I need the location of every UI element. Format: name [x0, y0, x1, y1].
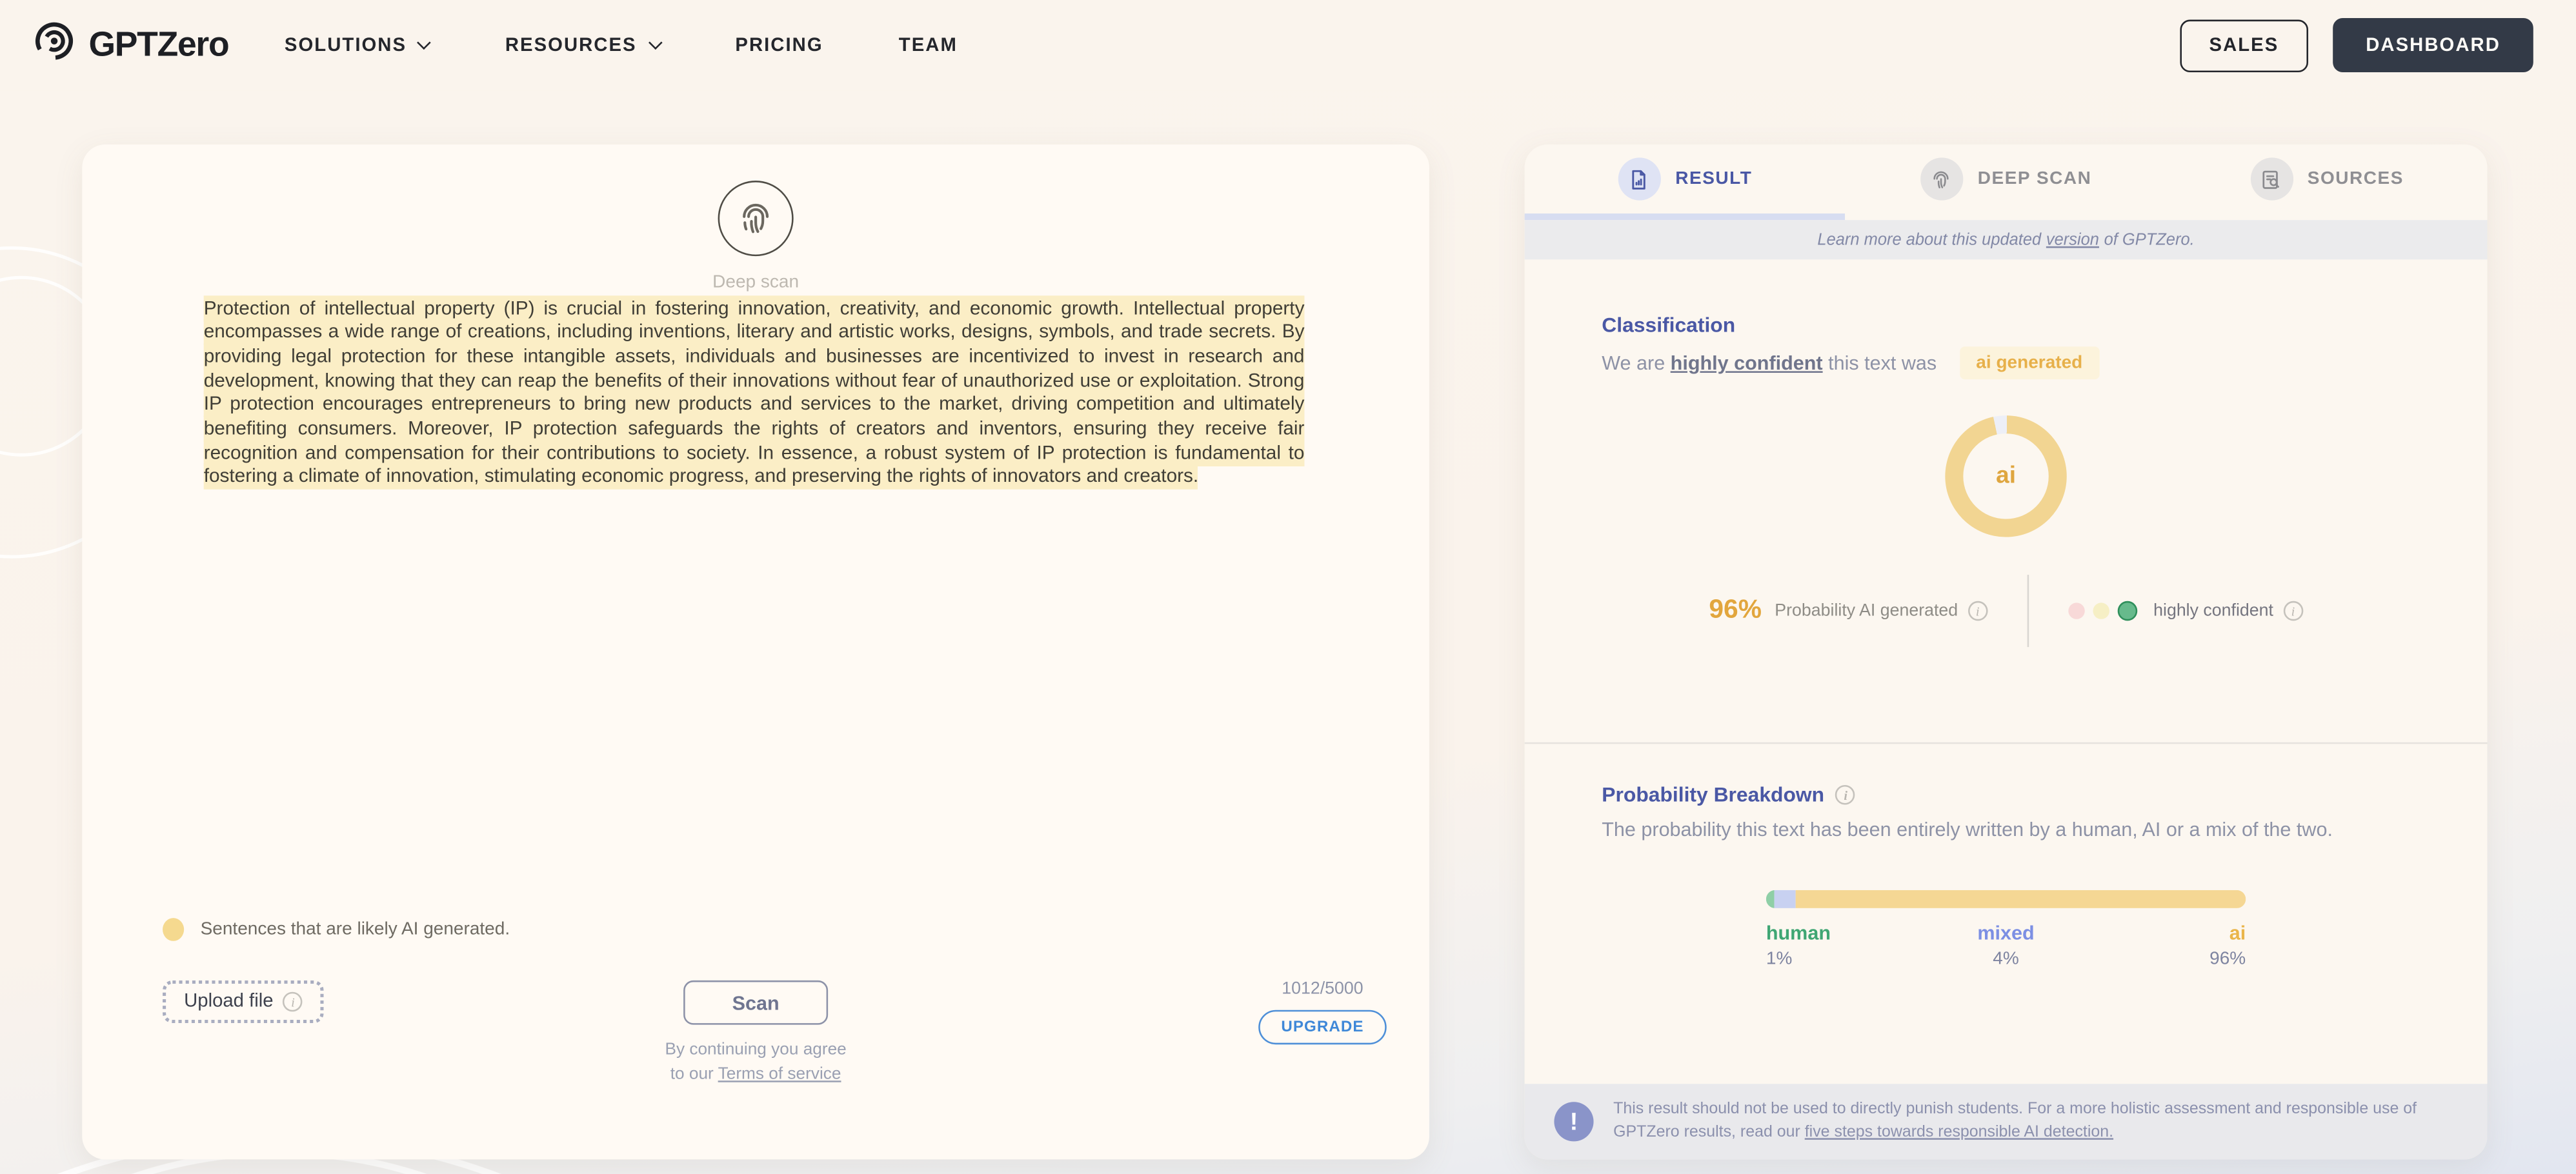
nav-links — [285, 35, 958, 55]
tab-result[interactable]: RESULT — [1525, 144, 1846, 214]
info-icon[interactable] — [2283, 601, 2303, 621]
alert-icon — [1554, 1102, 1593, 1141]
responsible-use-disclaimer — [1525, 1084, 2488, 1159]
fingerprint-icon — [718, 181, 794, 256]
classification-heading: Classification — [1602, 313, 1736, 337]
confidence-label: highly confident — [2153, 601, 2273, 621]
version-link[interactable]: version — [2046, 230, 2099, 249]
upgrade-button[interactable]: UPGRADE — [1258, 1010, 1387, 1044]
divider — [2027, 575, 2029, 647]
fingerprint-icon — [1920, 157, 1963, 200]
nav-item-resources[interactable]: RESOURCES — [505, 35, 659, 55]
nav-item-team[interactable]: TEAM — [898, 35, 958, 55]
result-document-chart-icon — [1618, 157, 1660, 200]
quota-area — [1216, 979, 1429, 1044]
deep-scan-mode-label: Deep scan — [712, 272, 800, 293]
responsible-ai-detection-link[interactable]: five steps towards responsible AI detection. — [1804, 1123, 2114, 1142]
ai-generated-badge: ai generated — [1960, 346, 2099, 379]
terms-of-service-link[interactable]: Terms of service — [718, 1066, 841, 1084]
gauge-label: ai — [1996, 463, 2016, 490]
disclaimer-text: This result should not be used to directly punish students. For a more holistic assessment and responsible use of GPTZero results, read our five steps towards responsible AI detection. — [1613, 1100, 2417, 1142]
tab-deep-scan[interactable]: DEEP SCAN — [1846, 144, 2166, 214]
bar-segment-ai — [1796, 890, 2246, 908]
breakdown-description: The probability this text has been entirely written by a human, AI or a mix of the two. — [1602, 817, 2333, 841]
confidence-dot-low — [2068, 602, 2084, 619]
legend-label: Sentences that are likely AI generated. — [200, 919, 510, 940]
bar-segment-mixed — [1775, 890, 1796, 908]
character-counter: 1012/5000 — [1282, 979, 1363, 999]
active-tab-indicator — [1525, 214, 1846, 220]
nav-item-solutions[interactable]: SOLUTIONS — [285, 35, 430, 55]
ai-column: ai 96% — [2209, 921, 2246, 970]
top-navigation — [0, 0, 2576, 90]
gptzero-logo[interactable] — [33, 20, 228, 71]
results-panel — [1525, 144, 2488, 1159]
ai-highlight-dot-icon — [163, 918, 184, 941]
chevron-down-icon — [418, 35, 432, 50]
info-icon[interactable] — [1967, 601, 1987, 621]
ai-probability-gauge — [1945, 415, 2066, 537]
nav-item-pricing[interactable]: PRICING — [735, 35, 823, 55]
probability-breakdown-section — [1525, 744, 2488, 969]
probability-value: 96% — [1709, 596, 1762, 624]
probability-label: Probability AI generated — [1775, 601, 1958, 621]
chevron-down-icon — [648, 35, 662, 50]
upload-file-label: Upload file — [184, 991, 274, 1012]
sales-button[interactable]: SALES — [2180, 19, 2308, 71]
scan-button[interactable]: Scan — [683, 980, 828, 1025]
classification-statement: We are highly confident this text was ai generated — [1602, 346, 2410, 379]
probability-stats-row — [1602, 575, 2410, 647]
brand-name: GPTZero — [88, 25, 229, 64]
highlight-legend — [163, 918, 510, 941]
human-column: human 1% — [1766, 921, 1831, 970]
confidence-dot-high-active — [2117, 601, 2137, 621]
nav-actions — [2180, 0, 2533, 90]
breakdown-heading: Probability Breakdown i — [1602, 783, 2410, 806]
document-search-icon — [2250, 157, 2293, 200]
dashboard-button[interactable]: DASHBOARD — [2333, 18, 2533, 72]
ai-highlighted-sentences: Protection of intellectual property (IP) is crucial in fostering innovation, creativity, and economic growth. Intellectual property encompasses a wide range of creations, including inventions, literary and artistic works, designs, symbols, and trade secrets. By providing legal protection for these intangible assets, individuals and businesses are incentivized to invest in research and development, knowing that they can reap the benefits of their innovations without fear of unauthorized use or exploitation. Strong IP protection encourages entrepreneurs to bring new products and services to the market, driving competition and ultimately benefiting consumers. Moreover, IP protection safeguards the rights of creators and inventors, ensuring they receive fair recognition and compensation for their contributions to society. In essence, a robust system of IP protection is fundamental to fostering a climate of innovation, stimulating economic progress, and preserving the rights of innovators and creators. — [204, 295, 1305, 490]
results-tabbar — [1525, 144, 2488, 214]
scanner-card — [82, 144, 1429, 1159]
upload-file-button[interactable] — [163, 980, 324, 1023]
info-icon[interactable] — [1836, 785, 1856, 805]
terms-agreement: By continuing you agree to our Terms of service — [665, 1041, 847, 1084]
gptzero-logo-icon — [33, 20, 75, 71]
probability-bar-labels — [1766, 921, 2246, 969]
probability-bar — [1766, 890, 2246, 908]
tab-sources[interactable]: SOURCES — [2166, 144, 2487, 214]
classification-section — [1525, 259, 2488, 647]
version-banner: Learn more about this updated version of GPTZero. — [1525, 220, 2488, 259]
bar-segment-human — [1766, 890, 1775, 908]
mixed-column: mixed 4% — [1977, 921, 2035, 970]
confidence-phrase: highly confident — [1670, 351, 1823, 375]
scanned-document-text[interactable] — [204, 297, 1305, 490]
confidence-dot-medium — [2093, 602, 2109, 619]
info-icon[interactable] — [283, 992, 303, 1012]
